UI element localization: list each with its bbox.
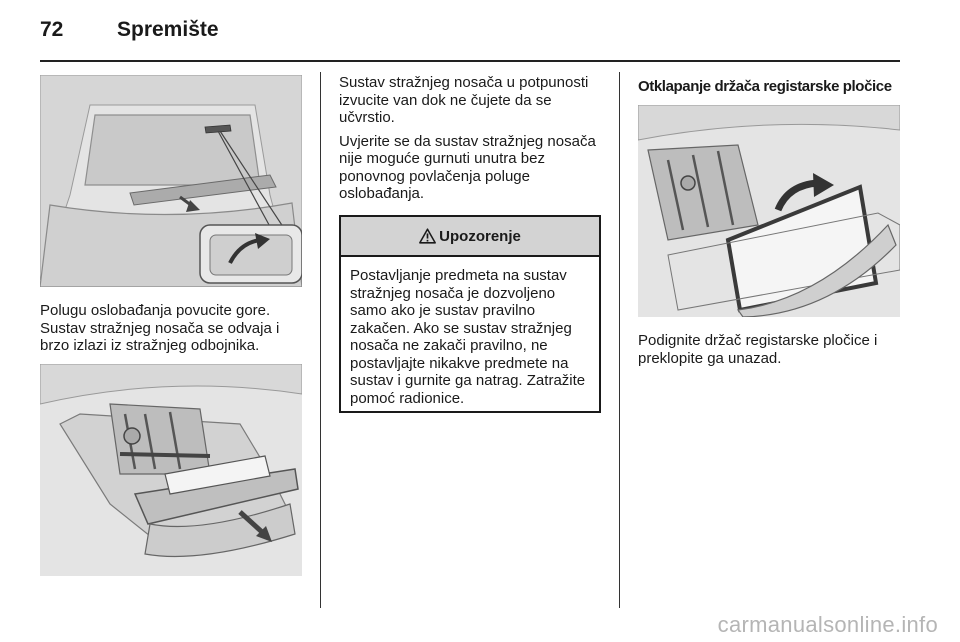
page-header [40,18,900,58]
paragraph: Polugu oslobađanja povucite gore. Sustav stražnjeg nosača se odvaja i brzo izlazi iz stražnjeg odbojnika. [40,302,280,354]
carrier-extended-illustration [40,364,302,576]
column2-text [339,74,611,209]
section-subheading: Otklapanje držača registarske pločice [638,78,892,95]
column1-text [40,302,310,361]
paragraph: Sustav stražnjeg nosača u potpunosti izvucite van dok ne čujete da se učvrstio. [339,74,589,126]
page-title: Spremište [117,18,219,41]
page-number: 72 [40,18,64,41]
paragraph: Podignite držač registarske pločice i preklopite ga unazad. [638,332,878,367]
column-divider-2 [619,72,620,608]
figure-plate-holder [638,105,900,317]
column3-text [638,332,900,373]
paragraph: Uvjerite se da sustav stražnjeg nosača nije moguće gurnuti unutra bez ponovnog povlačenja poluge oslobađanja. [339,132,596,202]
figure-release-lever [40,75,302,287]
warning-box [339,215,601,413]
warning-header [341,217,599,257]
watermark: carmanualsonline.info [717,612,938,637]
column-divider-1 [320,72,321,608]
warning-body: Postavljanje predmeta na sustav stražnjeg nosača je dozvoljeno samo ako je sustav pravilno zakačen. Ako se sustav stražnjeg nosača ne zakači pravilno, ne postavljajte nikakve predmete na sustav i gurnite ga natrag. Zatražite pomoć radionice. [350,267,586,407]
release-lever-illustration [40,75,302,287]
warning-title: Upozorenje [439,227,521,245]
warning-triangle-icon [419,228,436,244]
figure-carrier-extended [40,364,302,576]
header-rule [40,60,900,62]
plate-holder-illustration [638,105,900,317]
